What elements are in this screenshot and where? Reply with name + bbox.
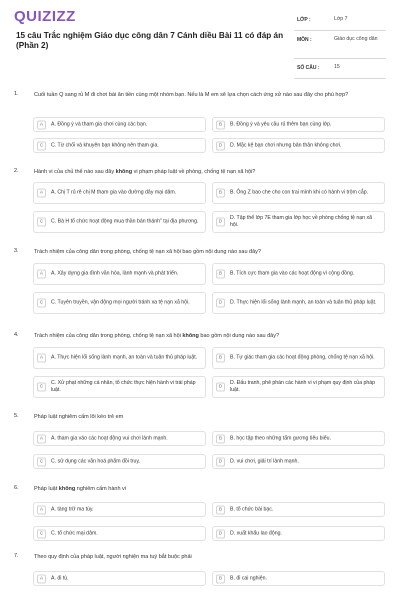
question-number: 1. (14, 91, 19, 97)
option-a[interactable] (33, 571, 206, 586)
option-a[interactable] (33, 182, 206, 204)
option-letter: D (216, 299, 225, 308)
option-letter: A (37, 270, 46, 279)
option-a[interactable] (33, 431, 206, 446)
option-letter: B (216, 270, 225, 279)
option-text: D. vui chơi, giải trí lành mạnh. (230, 458, 299, 464)
option-text: C. Từ chối và khuyên bạn không nên tham gia. (51, 142, 159, 148)
class-label: LỚP : (297, 17, 311, 23)
option-text: D. xuất khẩu lao động. (230, 530, 282, 536)
option-c[interactable] (33, 376, 206, 398)
option-text: C. Tuyên truyền, vận động mọi người tránh xa tệ nạn xã hội. (51, 299, 190, 306)
option-d[interactable] (212, 211, 385, 233)
option-text: C. Bà H tổ chức hoạt động mua thần bán thánh" tại địa phương. (51, 218, 199, 225)
class-value: Lớp 7 (334, 16, 348, 22)
option-letter: D (216, 529, 225, 538)
option-text: C. sử dụng các văn hoá phẩm đồi truỵ. (51, 458, 141, 464)
meta-row-subject (294, 31, 386, 59)
option-text: D. Tập thể lớp 7E tham gia lớp học về phòng chống tệ nạn xã hội. (230, 215, 372, 228)
option-letter: A (37, 505, 46, 514)
option-letter: B (216, 120, 225, 129)
option-text: A. Thực hiện lối sống lành mạnh, an toàn và tuân thủ pháp luật. (51, 354, 198, 361)
option-text: B. Tích cực tham gia vào các hoạt động vì cộng đồng. (230, 270, 355, 277)
option-letter: A (37, 120, 46, 129)
option-text: D. Thực hiện lối sống lành mạnh, an toàn và tuân thủ pháp luật. (230, 299, 377, 306)
option-letter: D (216, 457, 225, 466)
option-text: B. học tập theo những tấm gương tiêu biểu. (230, 435, 331, 441)
option-b[interactable] (212, 182, 385, 204)
option-text: D. Đấu tranh, phê phán các hành vi vi phạm quy định của pháp luật. (230, 380, 376, 393)
option-letter: C (37, 383, 46, 392)
option-text: A. tàng trữ ma túy. (51, 506, 94, 512)
question-text: Trách nhiệm của công dân trong phòng, chống tệ nạn xã hội bao gồm nội dung nào sau đây? (34, 249, 261, 255)
option-b[interactable] (212, 571, 385, 586)
option-letter: C (37, 457, 46, 466)
subject-label: MÔN : (297, 37, 312, 43)
option-a[interactable] (33, 263, 206, 285)
option-text: B. Tự giác tham gia các hoạt động phòng, chống tệ nạn xã hội. (230, 354, 375, 361)
page-header (0, 0, 400, 74)
option-c[interactable] (33, 211, 206, 233)
option-letter: D (216, 218, 225, 227)
option-c[interactable] (33, 138, 206, 153)
option-letter: C (37, 218, 46, 227)
option-b[interactable] (212, 263, 385, 285)
option-letter: C (37, 141, 46, 150)
option-letter: A (37, 354, 46, 363)
question-text: Theo quy định của pháp luật, người nghiện ma tuý bắt buộc phải (34, 554, 192, 560)
option-text: A. Chị T rủ rê chị M tham gia vào đường dây mại dâm. (51, 189, 177, 196)
question-number: 7. (14, 553, 19, 559)
question-number: 4. (14, 332, 19, 338)
option-text: B. Ông Z bao che cho con trai mình khi có hành vi trộm cắp. (230, 189, 369, 196)
option-b[interactable] (212, 502, 385, 517)
question-text: Cuối tuần Q sang rủ M đi chơi bài ăn tiền cùng một nhóm bạn. Nếu là M em sẽ lựa chọn cách ứng xử nào sau đây cho phù hợp? (34, 92, 349, 98)
option-letter: A (37, 434, 46, 443)
count-value: 15 (334, 64, 340, 70)
option-d[interactable] (212, 138, 385, 153)
option-a[interactable] (33, 117, 206, 132)
quizizz-logo[interactable]: QUIZIZZ (14, 8, 76, 25)
option-letter: B (216, 574, 225, 583)
option-letter: C (37, 529, 46, 538)
option-a[interactable] (33, 347, 206, 369)
option-b[interactable] (212, 431, 385, 446)
option-letter: B (216, 189, 225, 198)
option-text: A. đi tù. (51, 575, 69, 581)
question-text: Hành vi của chủ thể nào sau đây không vi phạm pháp luật về phòng, chống tệ nạn xã hội? (34, 169, 256, 175)
option-text: B. Đồng ý và yêu cầu rủ thêm bạn cùng lớp. (230, 121, 332, 127)
option-d[interactable] (212, 292, 385, 314)
question-number: 6. (14, 485, 19, 491)
option-letter: B (216, 354, 225, 363)
option-c[interactable] (33, 526, 206, 541)
option-b[interactable] (212, 347, 385, 369)
option-text: B. đi cai nghiện. (230, 575, 267, 581)
option-d[interactable] (212, 526, 385, 541)
question-number: 2. (14, 168, 19, 174)
question-number: 3. (14, 248, 19, 254)
option-c[interactable] (33, 454, 206, 469)
option-letter: B (216, 434, 225, 443)
option-letter: A (37, 574, 46, 583)
option-b[interactable] (212, 117, 385, 132)
option-letter: B (216, 505, 225, 514)
meta-panel (294, 11, 386, 79)
option-d[interactable] (212, 376, 385, 398)
option-letter: C (37, 299, 46, 308)
option-text: C. tổ chức mại dâm. (51, 530, 98, 536)
option-c[interactable] (33, 292, 206, 314)
option-text: A. tham gia vào các hoạt động vui chơi lành mạnh. (51, 435, 168, 441)
option-text: A. Xây dựng gia đình văn hóa, lành mạnh và phát triển. (51, 270, 179, 277)
option-d[interactable] (212, 454, 385, 469)
option-text: B. tổ chức bài bạc. (230, 506, 274, 512)
option-letter: D (216, 383, 225, 392)
question-number: 5. (14, 413, 19, 419)
option-letter: A (37, 189, 46, 198)
question-text: Trách nhiệm của công dân trong phòng, chống tệ nạn xã hội không bao gồm nội dung nào sau đây? (34, 333, 280, 339)
option-letter: D (216, 141, 225, 150)
question-text: Pháp luật nghiêm cấm lôi kéo trẻ em (34, 414, 124, 420)
meta-row-count (294, 59, 386, 79)
subject-value: Giáo dục công dân (334, 36, 378, 42)
option-text: A. Đồng ý và tham gia chơi cùng các bạn. (51, 121, 148, 127)
page-title: 15 câu Trắc nghiệm Giáo dục công dân 7 Cánh diều Bài 11 có đáp án (Phần 2) (16, 31, 284, 50)
option-a[interactable] (33, 502, 206, 517)
meta-row-class (294, 11, 386, 31)
option-text: C. Xử phạt những cá nhân, tổ chức thực hiện hành vi trái pháp luật. (51, 380, 196, 393)
option-text: D. Mặc kệ bạn chơi nhưng bản thân không chơi. (230, 142, 342, 148)
question-text: Pháp luật không nghiêm cấm hành vi (34, 486, 127, 492)
count-label: SỐ CÂU : (297, 65, 320, 71)
